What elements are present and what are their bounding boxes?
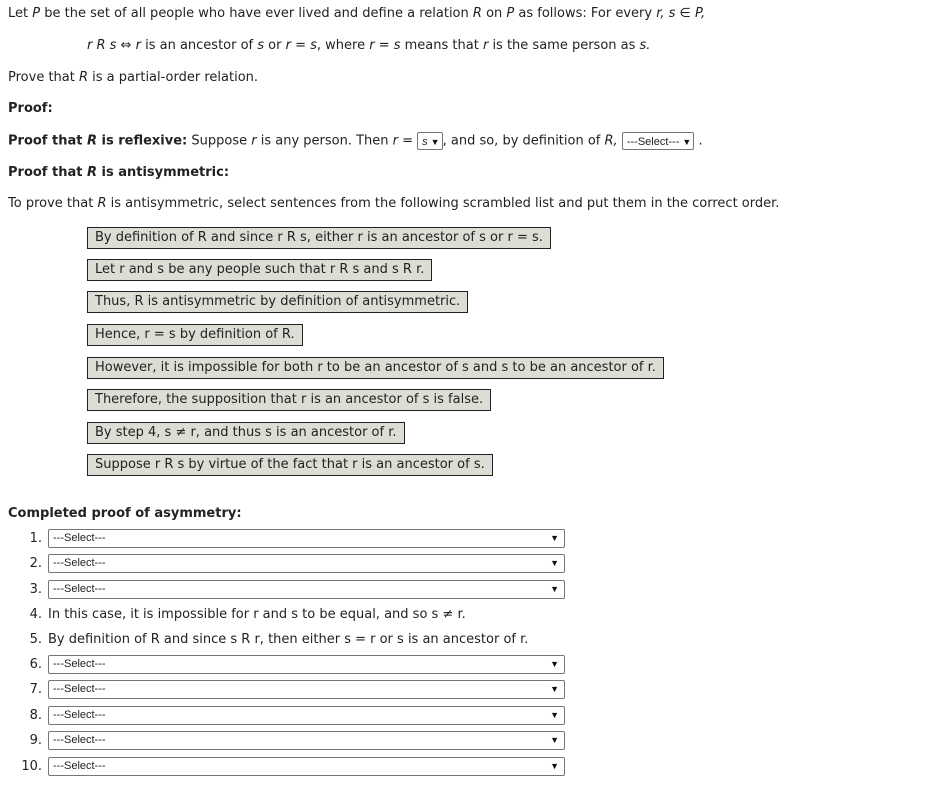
antisymmetric-heading: Proof that R is antisymmetric: [8, 165, 230, 180]
step-text: By definition of R and since s R r, then either s = r or s is an ancestor of r. [48, 632, 529, 647]
step-select[interactable]: ---Select--- ▼ [48, 706, 565, 725]
step-select[interactable]: ---Select--- ▼ [48, 731, 565, 750]
step-text: In this case, it is impossible for r and s to be equal, and so s ≠ r. [48, 607, 466, 622]
relation-definition: r R s ⇔ r is an ancestor of s or r = s, where r = s means that r is the same person as s. [87, 38, 651, 53]
step-number: 7. [29, 682, 42, 697]
proof-label: Proof: [8, 101, 53, 116]
step-select[interactable]: ---Select--- ▼ [48, 529, 565, 548]
chevron-down-icon: ▼ [550, 735, 559, 745]
scrambled-sentence[interactable]: By definition of R and since r R s, either r is an ancestor of s or r = s. [87, 227, 551, 249]
step-select[interactable]: ---Select--- ▼ [48, 757, 565, 776]
scrambled-sentence[interactable]: Thus, R is antisymmetric by definition of antisymmetric. [87, 291, 468, 313]
completed-proof-label: Completed proof of asymmetry: [8, 506, 242, 521]
chevron-down-icon: ▼ [550, 684, 559, 694]
step-number: 5. [29, 632, 42, 647]
scrambled-sentence[interactable]: Suppose r R s by virtue of the fact that r is an ancestor of s. [87, 454, 493, 476]
step-select[interactable]: ---Select--- ▼ [48, 554, 565, 573]
chevron-down-icon: ▼ [550, 558, 559, 568]
scrambled-sentence[interactable]: Therefore, the supposition that r is an ancestor of s is false. [87, 389, 491, 411]
reflexive-proof: Proof that R is reflexive: Suppose r is any person. Then r = s ▼ , and so, by definition of R, ---Select--- ▼ . [8, 133, 703, 149]
problem-statement-line1: Let P be the set of all people who have ever lived and define a relation R on P as follows: For every r, s ∈ P, [8, 6, 706, 21]
reflexive-reason-select[interactable]: ---Select--- ▼ [622, 132, 694, 150]
reflexive-heading: Proof that R is reflexive: [8, 133, 188, 149]
scrambled-sentence[interactable]: By step 4, s ≠ r, and thus s is an ancestor of r. [87, 422, 405, 444]
step-number: 10. [21, 759, 42, 774]
chevron-down-icon: ▼ [550, 584, 559, 594]
step-number: 1. [29, 531, 42, 546]
step-select[interactable]: ---Select--- ▼ [48, 655, 565, 674]
step-number: 8. [29, 708, 42, 723]
prove-statement: Prove that R is a partial-order relation. [8, 70, 259, 85]
step-number: 3. [29, 582, 42, 597]
reflexive-value-select[interactable]: s ▼ [417, 132, 442, 150]
scrambled-sentence[interactable]: Hence, r = s by definition of R. [87, 324, 303, 346]
step-number: 9. [29, 733, 42, 748]
step-select[interactable]: ---Select--- ▼ [48, 680, 565, 699]
scrambled-sentence[interactable]: Let r and s be any people such that r R s and s R r. [87, 259, 432, 281]
chevron-down-icon: ▼ [430, 137, 440, 147]
chevron-down-icon: ▼ [550, 659, 559, 669]
chevron-down-icon: ▼ [550, 710, 559, 720]
step-number: 6. [29, 657, 42, 672]
chevron-down-icon: ▼ [682, 137, 692, 147]
step-number: 4. [29, 607, 42, 622]
step-number: 2. [29, 556, 42, 571]
chevron-down-icon: ▼ [550, 533, 559, 543]
scrambled-sentence[interactable]: However, it is impossible for both r to be an ancestor of s and s to be an ancestor of r. [87, 357, 664, 379]
chevron-down-icon: ▼ [550, 761, 559, 771]
step-select[interactable]: ---Select--- ▼ [48, 580, 565, 599]
antisymmetric-instructions: To prove that R is antisymmetric, select sentences from the following scrambled list and put them in the correct order. [8, 196, 780, 211]
